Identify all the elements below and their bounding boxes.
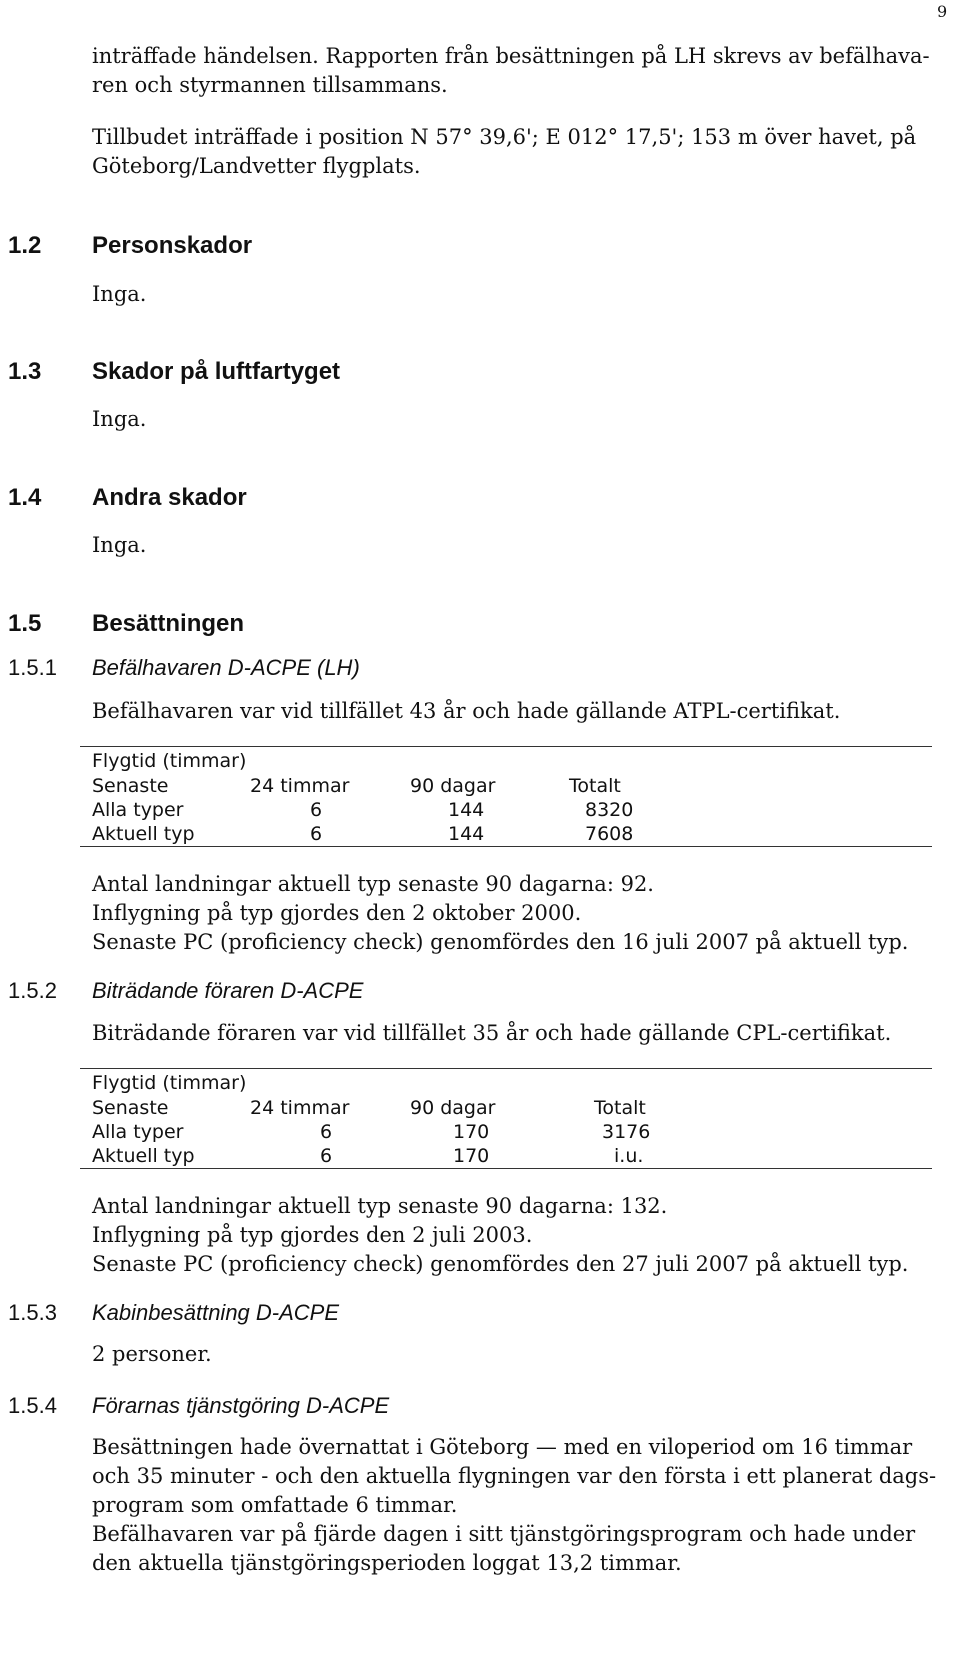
intro-paragraph-2 <box>92 123 942 181</box>
subsection-heading-1-5-3 <box>8 1300 339 1326</box>
subsection-heading-1-5-4 <box>8 1393 389 1419</box>
table-cell: 6 <box>310 823 323 845</box>
text-line: Antal landningar aktuell typ senaste 90 dagarna: 132. <box>92 1194 668 1218</box>
table-cell: 6 <box>320 1145 333 1167</box>
table-bottom-rule <box>80 846 932 847</box>
text-line: program som omfattade 6 timmar. <box>92 1493 458 1517</box>
table-header: Totalt <box>594 1097 646 1119</box>
subsection-title: Biträdande föraren D-ACPE <box>92 978 364 1003</box>
subsection-title: Förarnas tjänstgöring D-ACPE <box>92 1393 390 1418</box>
text-line: Befälhavaren var på fjärde dagen i sitt tjänstgöringsprogram och hade under <box>92 1522 916 1546</box>
section-heading-1-3 <box>8 358 340 386</box>
table-cell: 144 <box>448 799 485 821</box>
duty-time-paragraph <box>92 1433 942 1578</box>
text-line: den aktuella tjänstgöringsperioden loggat 13,2 timmar. <box>92 1551 682 1575</box>
table-cell: Aktuell typ <box>92 823 195 845</box>
table-header: 24 timmar <box>250 775 350 797</box>
section-title: Personskador <box>92 232 253 259</box>
table-caption: Flygtid (timmar) <box>92 750 247 772</box>
captain-details <box>92 870 942 957</box>
table-cell: 8320 <box>585 799 634 821</box>
table-header: Senaste <box>92 775 169 797</box>
table-cell: 6 <box>310 799 323 821</box>
subsection-number: 1.5.2 <box>8 978 57 1003</box>
text-line: Senaste PC (proficiency check) genomfördes den 27 juli 2007 på aktuell typ. <box>92 1252 909 1276</box>
table-header-row <box>92 1097 646 1121</box>
text-line: Tillbudet inträffade i position N 57° 39,6'; E 012° 17,5'; 153 m över havet, på <box>92 125 917 149</box>
table-cell: Alla typer <box>92 1121 184 1143</box>
table-cell: 170 <box>453 1145 490 1167</box>
section-title: Besättningen <box>92 610 245 637</box>
table-top-rule <box>80 1068 932 1069</box>
text-line: Inflygning på typ gjordes den 2 oktober 2000. <box>92 901 582 925</box>
captain-info: Befälhavaren var vid tillfället 43 år och hade gällande ATPL-certifikat. <box>92 699 841 723</box>
table-header: 90 dagar <box>410 1097 496 1119</box>
table-cell: Aktuell typ <box>92 1145 195 1167</box>
table-header: 90 dagar <box>410 775 496 797</box>
section-text-1-4: Inga. <box>92 533 147 557</box>
section-heading-1-5 <box>8 610 244 638</box>
cabin-crew-text: 2 personer. <box>92 1342 212 1366</box>
table-cell: 7608 <box>585 823 634 845</box>
text-line: och 35 minuter - och den aktuella flygningen var den första i ett planerat dags- <box>92 1464 937 1488</box>
table-row <box>92 799 634 823</box>
subsection-heading-1-5-1 <box>8 655 360 681</box>
subsection-title: Befälhavaren D-ACPE (LH) <box>92 655 360 680</box>
section-text-1-2: Inga. <box>92 282 147 306</box>
table-cell: 144 <box>448 823 485 845</box>
section-number: 1.5 <box>8 610 42 637</box>
text-line: ren och styrmannen tillsammans. <box>92 73 448 97</box>
subsection-heading-1-5-2 <box>8 978 363 1004</box>
table-cell: 3176 <box>602 1121 651 1143</box>
flight-time-table-first-officer <box>92 1072 651 1169</box>
table-header: Senaste <box>92 1097 169 1119</box>
section-number: 1.3 <box>8 358 42 385</box>
table-row <box>92 1121 651 1145</box>
subsection-number: 1.5.4 <box>8 1393 57 1418</box>
table-header-row <box>92 775 621 799</box>
flight-time-table-captain <box>92 750 634 847</box>
section-title: Andra skador <box>92 484 247 511</box>
text-line: Göteborg/Landvetter flygplats. <box>92 154 421 178</box>
text-line: Besättningen hade övernattat i Göteborg — med en viloperiod om 16 timmar <box>92 1435 913 1459</box>
table-cell: i.u. <box>614 1145 644 1167</box>
section-heading-1-4 <box>8 484 247 512</box>
table-top-rule <box>80 746 932 747</box>
first-officer-info: Biträdande föraren var vid tillfället 35 år och hade gällande CPL-certifikat. <box>92 1021 892 1045</box>
section-number: 1.2 <box>8 232 42 259</box>
table-header: 24 timmar <box>250 1097 350 1119</box>
section-heading-1-2 <box>8 232 252 260</box>
table-cell: 6 <box>320 1121 333 1143</box>
table-caption: Flygtid (timmar) <box>92 1072 247 1094</box>
section-text-1-3: Inga. <box>92 407 147 431</box>
first-officer-details <box>92 1192 942 1279</box>
table-row <box>92 1145 644 1169</box>
table-cell: 170 <box>453 1121 490 1143</box>
table-cell: Alla typer <box>92 799 184 821</box>
text-line: Senaste PC (proficiency check) genomfördes den 16 juli 2007 på aktuell typ. <box>92 930 909 954</box>
subsection-title: Kabinbesättning D-ACPE <box>92 1300 340 1325</box>
page-number: 9 <box>937 2 948 21</box>
text-line: Antal landningar aktuell typ senaste 90 dagarna: 92. <box>92 872 654 896</box>
section-number: 1.4 <box>8 484 42 511</box>
table-bottom-rule <box>80 1168 932 1169</box>
text-line: Inflygning på typ gjordes den 2 juli 2003. <box>92 1223 533 1247</box>
intro-paragraph-1 <box>92 42 942 100</box>
table-header: Totalt <box>569 775 621 797</box>
text-line: inträffade händelsen. Rapporten från besättningen på LH skrevs av befälhava- <box>92 44 930 68</box>
section-title: Skador på luftfartyget <box>92 358 341 385</box>
table-row <box>92 823 634 847</box>
subsection-number: 1.5.1 <box>8 655 57 680</box>
subsection-number: 1.5.3 <box>8 1300 57 1325</box>
